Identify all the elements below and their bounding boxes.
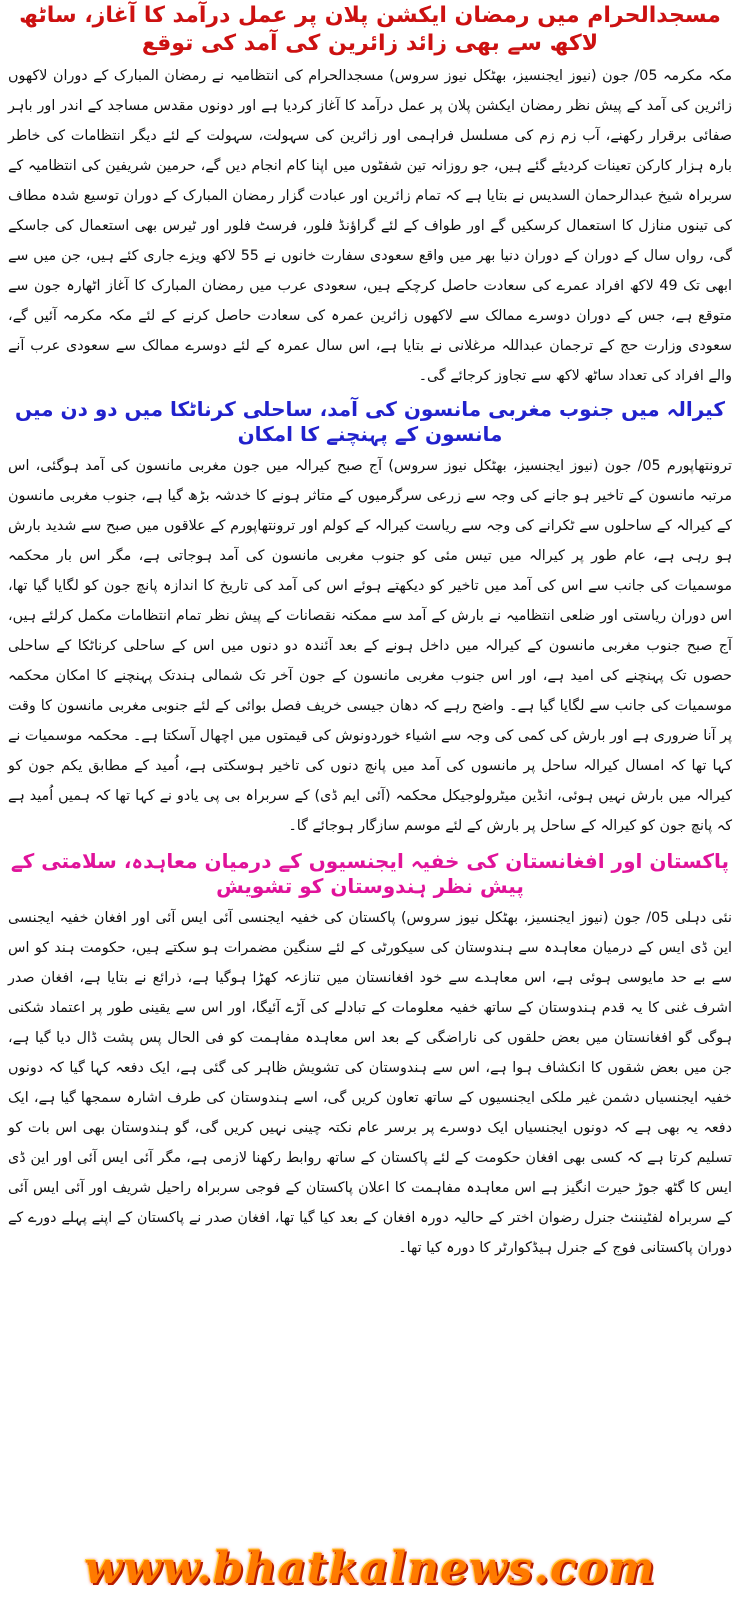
article-headline: مسجدالحرام میں رمضان ایکشن پلان پر عمل درآمد کا آغاز، ساٹھ لاکھ سے بھی زائد زائرین کی آمد کی توقع <box>19 3 721 56</box>
article-headline: کیرالہ میں جنوب مغربی مانسون کی آمد، ساحلی کرناٹکا میں دو دن میں مانسون کے پہنچنے کا امکان <box>15 397 725 446</box>
article-kerala-monsoon <box>8 391 732 841</box>
article-body: نئی دہلی 05/ جون (نیوز ایجنسیز، بھٹکل نیوز سروس) پاکستان کی خفیہ ایجنسی آئی ایس آئی اور افغان خفیہ ایجنسی این ڈی ایس کے درمیان معاہدہ سے ہندوستان کی سیکورٹی کے لئے سنگین مضمرات ہو سکتے ہیں، حکومت ہند کو اس سے بے حد مایوسی ہوئی ہے، اس معاہدے سے خود افغانستان میں تنازعہ کھڑا ہوگیا ہے، ذرائع نے بتایا ہے، افغان صدر اشرف غنی کا یہ قدم ہندوستان کے ساتھ خفیہ معلومات کے تبادلے کی آڑے آئیگا، اور اس سے یقینی طور پر اعتماد شکنی ہوگی گو افغانستان میں بعض حلقوں کی ناراضگی کے بعد اس معاہدہ مفاہمت کو فی الحال پس پشت ڈال دیا گیا ہے، جن میں بعض شقوں کا انکشاف ہوا ہے، اس سے ہندوستان کی تشویش ظاہر کی گئی ہے، ایک دفعہ کہا گیا کہ دونوں خفیہ ایجنسیاں دشمن غیر ملکی ایجنسیوں کے ساتھ تعاون کریں گی، اسے ہندوستان کی طرف اشارہ سمجھا گیا ہے، ایک دفعہ یہ بھی ہے کہ دونوں ایجنسیاں ایک دوسرے پر برسر عام نکتہ چینی نہیں کریں گی، گو ہندوستان بھی اس بات کو تسلیم کرتا ہے کہ کسی بھی افغان حکومت کے لئے پاکستان کے ساتھ روابط رکھنا لازمی ہے، مگر آئی ایس آئی اور این ڈی ایس کا گٹھ جوڑ حیرت انگیز ہے اس معاہدہ مفاہمت کا اعلان پاکستان کے فوجی سربراہ راحیل شریف اور آئی ایس آئی کے سربراہ لفٹیننٹ جنرل رضوان اختر کے حالیہ دورہ افغان کے بعد کیا گیا تھا، افغان صدر نے پاکستان کے اپنے پہلے دورے کے دوران پاکستانی فوج کے جنرل ہیڈکوارٹر کا دورہ کیا تھا۔ <box>8 910 732 1256</box>
article-haram-ramadan <box>8 2 732 391</box>
article-pak-afghan-agreement <box>8 841 732 1263</box>
site-url-banner: www.bhatkalnews.com <box>84 1543 656 1594</box>
article-body: مکہ مکرمہ 05/ جون (نیوز ایجنسیز، بھٹکل نیوز سروس) مسجدالحرام کی انتظامیہ نے رمضان المبارک کے دوران لاکھوں زائرین کی آمد کے پیش نظر رمضان ایکشن پلان پر عمل درآمد کا آغاز کردیا ہے اور دونوں مقدس مساجد کے اندر اور باہر صفائی برقرار رکھنے، آب زم زم کی مسلسل فراہمی اور زائرین کی سہولت، سہولت کے لئے دیگر انتظامات کی خاطر بارہ ہزار کارکن تعینات کردیئے گئے ہیں، جو روزانہ تین شفٹوں میں اپنا کام انجام دیں گے، حرمین شریفین کی انتظامیہ کے سربراہ شیخ عبدالرحمان السدیس نے بتایا ہے کہ تمام زائرین اور عبادت گزار رمضان المبارک کے دوران توسیع شدہ مطاف کی تینوں منازل کا استعمال کرسکیں گے اور طواف کے لئے گراؤنڈ فلور، فرسٹ فلور اور ٹیرس بھی استعمال کی جاسکے گی، رواں سال کے دوران کے دوران دنیا بھر میں واقع سعودی سفارت خانوں نے 55 لاکھ ویزے جاری کئے ہیں، جن میں سے ابھی تک 49 لاکھ افراد عمرے کی سعادت حاصل کرچکے ہیں، سعودی عرب میں رمضان المبارک کا آغاز اٹھارہ جون سے متوقع ہے، جس کے دوران دوسرے ممالک سے لاکھوں زائرین عمرہ کی سعادت حاصل کرنے کے لئے مکہ مکرمہ آئیں گے، سعودی وزارت حج کے ترجمان عبداللہ مرغلانی نے بتایا ہے، اس سال عمرہ کے لئے دوسرے ممالک سے سعودی عرب آنے والے افراد کی تعداد ساٹھ لاکھ سے تجاوز کرجائے گی۔ <box>8 68 732 384</box>
article-body: ترونتھاپورم 05/ جون (نیوز ایجنسیز، بھٹکل نیوز سروس) آج صبح کیرالہ میں جون مغربی مانسون کی آمد ہوگئی، اس مرتبہ مانسون کے تاخیر ہو جانے کی وجہ سے زرعی سرگرمیوں کے متاثر ہونے کا خدشہ بڑھ گیا ہے، جنوب مغربی مانسون کے کیرالہ کے ساحلوں سے ٹکرانے کی وجہ سے ریاست کیرالہ کے کولم اور ترونتھاپورم کے علاقوں میں صبح سے شدید بارش ہو رہی ہے، عام طور پر کیرالہ میں تیس مئی کو جنوب مغربی مانسون کی آمد ہوجاتی ہے، مگر اس بار محکمہ موسمیات کی جانب سے اس کی آمد میں تاخیر کو دیکھتے ہوئے اس کی آمد کی تاریخ کا اندازہ پانچ جون کو لگایا گیا تھا، اس دوران ریاستی اور ضلعی انتظامیہ نے بارش کے آمد سے ممکنہ نقصانات کے پیش نظر تمام انتظامات مکمل کرلئے ہیں، آج صبح جنوب مغربی مانسون کے کیرالہ میں داخل ہونے کے بعد آئندہ دو دنوں میں اس کے ساحلی کرناٹکا کے ساحلی حصوں تک پہنچنے کی امید ہے، اور اس جنوب مغربی مانسون کے جون آخر تک شمالی ہندتک پہنچنے کا امکان محکمہ موسمیات کی جانب سے لگایا گیا ہے۔ واضح رہے کہ دھان جیسی خریف فصل بوائی کے لئے جنوبی مغربی مانسون کا وقت پر آنا ضروری ہے اور بارش کی کمی کی وجہ سے اشیاء خوردونوش کی قیمتوں میں اچھال آسکتا ہے۔ محکمہ موسمیات نے کہا تھا کہ امسال کیرالہ ساحل پر مانسوں کی آمد میں پانچ دنوں کی تاخیر ہوسکتی ہے، اُمید کے مطابق یکم جون کو کیرالہ میں بارش نہیں ہوئی، انڈین میٹرولوجیکل محکمہ (آئی ایم ڈی) کے سربراہ بی پی یادو نے کہا تھا کہ ہمیں اُمید ہے کہ پانچ جون کو کیرالہ کے ساحل پر بارش کے لئے موسم سازگار ہوجائے گا۔ <box>8 458 732 834</box>
article-headline: پاکستان اور افغانستان کی خفیہ ایجنسیوں کے درمیان معاہدہ، سلامتی کے پیش نظر ہندوستان کو تشویش <box>10 849 730 898</box>
